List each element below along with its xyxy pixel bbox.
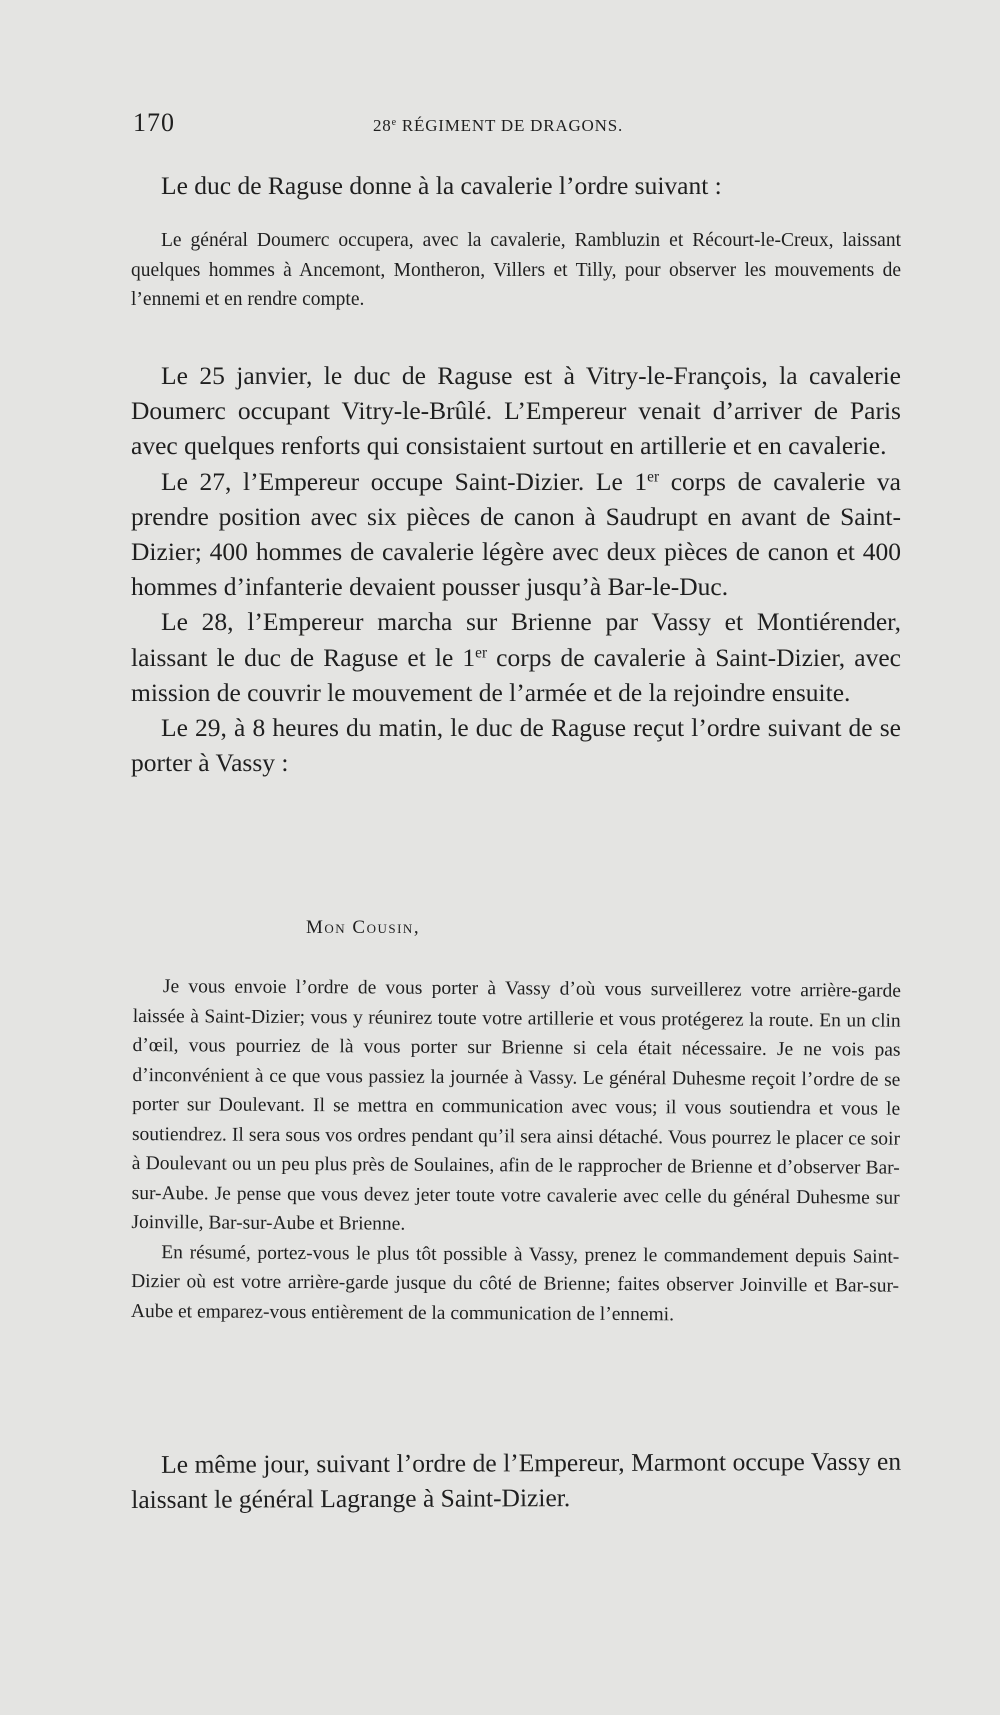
running-head-ordinal-sup: e	[391, 117, 397, 128]
letter-salutation: Mon Cousin,	[306, 917, 421, 938]
narrative-block	[131, 358, 901, 780]
running-head-ordinal: 28	[373, 116, 392, 135]
paragraph-25-janvier: Le 25 janvier, le duc de Raguse est à Vitry-le-François, la cavalerie Doumerc occupant Vitry-le-Brûlé. L’Empereur venait d’arriver de Paris avec quelques renforts qui consistaient surtout en artillerie et en cavalerie.	[131, 361, 901, 461]
closing-paragraph	[131, 1444, 901, 1518]
paragraph-27	[131, 464, 901, 605]
paragraph-27-part-a: Le 27, l’Empereur occupe Saint-Dizier. Le 1	[161, 466, 648, 496]
letter-paragraph-1: Je vous envoie l’ordre de vous porter à Vassy d’où vous surveillerez votre arrière-garde laissée à Saint-Dizier; vous y réunirez toute votre artillerie et vous protégerez la route. En un clin d’œil, vous pourriez de là vous porter sur Brienne si cela était nécessaire. Je ne vois pas d’inconvénient à ce que vous passiez la journée à Vassy. Le général Duhesme reçoit l’ordre de se porter sur Doulevant. Il se mettra en communication avec vous; il vous soutiendra et vous le soutiendrez. Il sera sous vos ordres pendant qu’il sera ainsi détaché. Vous pourrez le placer ce soir à Doulevant ou un peu plus près de Soulaines, afin de le rapprocher de Brienne et d’observer Bar-sur-Aube. Je pense que vous devez jeter toute votre cavalerie avec celle du général Duhesme sur Joinville, Bar-sur-Aube et Brienne.	[131, 976, 901, 1235]
page-number: 170	[133, 108, 175, 137]
letter-paragraph-2: En résumé, portez-vous le plus tôt possible à Vassy, prenez le commandement depuis Saint-Dizier où est votre arrière-garde jusque du côté de Brienne; faites observer Joinville et Bar-sur-Aube et emparez-vous entièrement de la communication de l’ennemi.	[130, 1241, 900, 1325]
paragraph-27-sup: er	[647, 468, 660, 486]
letter-body	[131, 972, 901, 1331]
order-quote	[131, 226, 901, 315]
paragraph-29: Le 29, à 8 heures du matin, le duc de Raguse reçut l’ordre suivant de se porter à Vassy :	[131, 713, 901, 778]
paragraph-28	[131, 604, 901, 710]
running-head-title: RÉGIMENT DE DRAGONS.	[396, 116, 624, 135]
paragraph-28-part-a: Le 28, l’Empereur marcha sur Brienne par Vassy et Montiérender, laissant le duc de Raguse et le 1	[131, 607, 901, 672]
intro-paragraph	[131, 168, 901, 203]
paragraph-28-part-b: corps de cavalerie à Saint-Dizier, avec mission de couvrir le mouvement de l’armée et de la rejoindre ensuite.	[131, 642, 901, 707]
closing-text: Le même jour, suivant l’ordre de l’Empereur, Marmont occupe Vassy en laissant le général Lagrange à Saint-Dizier.	[131, 1446, 902, 1515]
paragraph-28-sup: er	[475, 644, 488, 662]
running-head	[373, 116, 623, 136]
intro-text: Le duc de Raguse donne à la cavalerie l’ordre suivant :	[161, 171, 722, 200]
order-quote-text: Le général Doumerc occupera, avec la cavalerie, Rambluzin et Récourt-le-Creux, laissant quelques hommes à Ancemont, Montheron, Villers et Tilly, pour observer les mouvements de l’ennemi et en rendre compte.	[131, 230, 901, 310]
paragraph-27-part-b: corps de cavalerie va prendre position avec six pièces de canon à Saudrupt en avant de Saint-Dizier; 400 hommes de cavalerie légère avec deux pièces de canon et 400 hommes d’infanterie devaient pousser jusqu’à Bar-le-Duc.	[131, 466, 901, 602]
page-header	[133, 108, 913, 148]
